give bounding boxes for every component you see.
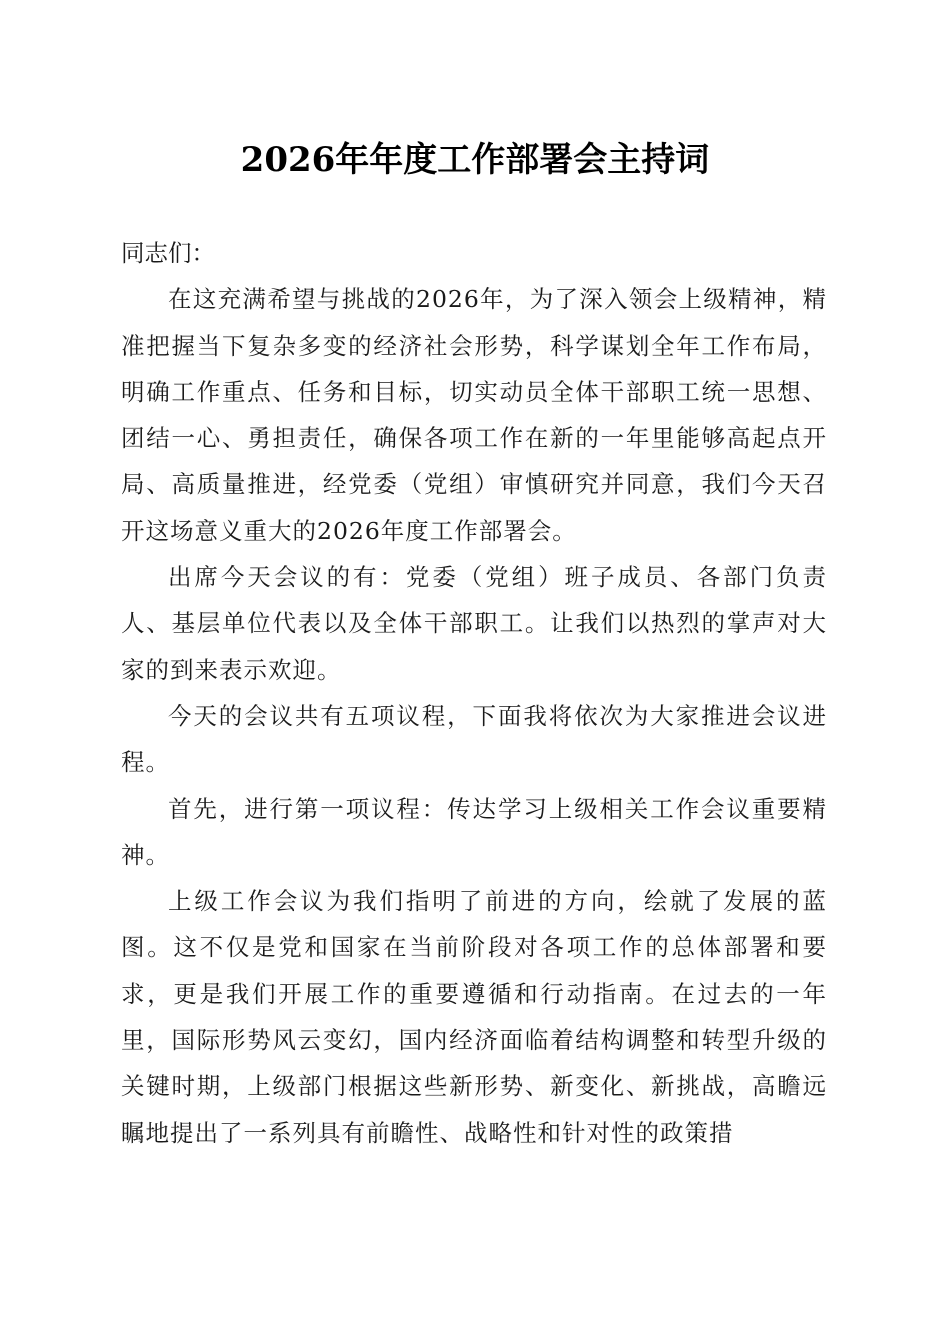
salutation: 同志们： <box>121 239 215 267</box>
paragraph-agenda: 今天的会议共有五项议程，下面我将依次为大家推进会议进程。 <box>121 701 827 777</box>
document-title: 2026年年度工作部署会主持词 <box>240 140 710 180</box>
paragraph-first-item: 首先，进行第一项议程：传达学习上级相关工作会议重要精神。 <box>121 794 827 869</box>
paragraph-attendees: 出席今天会议的有：党委（党组）班子成员、各部门负责人、基层单位代表以及全体干部职工。让我们以热烈的掌声对大家的到来表示欢迎。 <box>121 563 827 684</box>
paragraph-opening: 在这充满希望与挑战的2026年，为了深入领会上级精神，精准把握当下复杂多变的经济社会形势，科学谋划全年工作布局，明确工作重点、任务和目标，切实动员全体干部职工统一思想、团结一心、勇担责任，确保各项工作在新的一年里能够高起点开局、高质量推进，经党委（党组）审慎研究并同意，我们今天召开这场意义重大的2026年度工作部署会。 <box>121 285 827 545</box>
document-body <box>121 230 827 1156</box>
paragraph-guidance: 上级工作会议为我们指明了前进的方向，绘就了发展的蓝图。这不仅是党和国家在当前阶段对各项工作的总体部署和要求，更是我们开展工作的重要遵循和行动指南。在过去的一年里，国际形势风云变幻，国内经济面临着结构调整和转型升级的关键时期，上级部门根据这些新形势、新变化、新挑战，高瞻远瞩地提出了一系列具有前瞻性、战略性和针对性的政策措 <box>121 887 827 1147</box>
